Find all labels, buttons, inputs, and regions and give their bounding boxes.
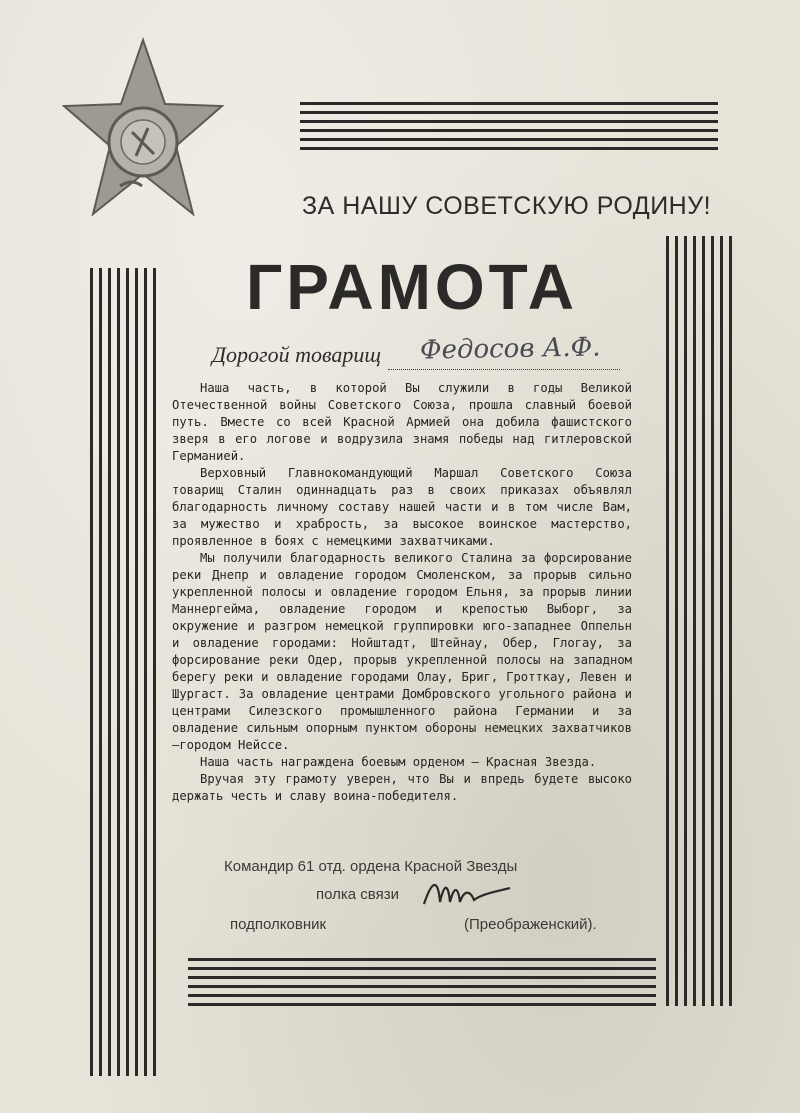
paragraph: Верховный Главнокомандующий Маршал Советского Союза товарищ Сталин одиннадцать раз в своих приказах объявлял благодарность личному составу нашей части и в том числе Вам, за мужество и храбрость, за высокое воинское мастерство, проявленное в боях с немецкими захватчиками.	[172, 466, 632, 548]
paragraph: Наша часть награждена боевым орденом — Красная Звезда.	[200, 755, 597, 769]
paragraph: Мы получили благодарность великого Сталина за форсирование реки Днепр и овладение городом Смоленском, за прорыв сильно укрепленной полосы и овладение городом Ельня, за прорыв линии Маннергейма, овладение городом и крепостью Выборг, за окружение и разгром немецкой группировки юго-западнее Оппельн и овладение городами: Нойштадт, Штейнау, Обер, Глогау, за форсирование реки Одер, прорыв укрепленной полосы на западном берегу реки и овладение городами Олау, Бриг, Гротткау, Левен и Шургаст. За овладение центрами Домбровского угольного района и центрами Силезского промышленного района Германии и за овладение сильным опорным пунктом обороны немецких захватчиков—городом Нейссе.	[172, 551, 632, 752]
signature-line-unit: полка связи	[316, 886, 399, 903]
motto: ЗА НАШУ СОВЕТСКУЮ РОДИНУ!	[302, 192, 712, 220]
red-star-order-icon	[62, 36, 224, 226]
signature-rank: подполковник	[230, 916, 327, 933]
salutation: Дорогой товарищ	[212, 342, 381, 367]
left-decorative-lines	[90, 268, 156, 1076]
paragraph: Наша часть, в которой Вы служили в годы Великой Отечественной войны Советского Союза, прошла славный боевой путь. Вместе со всей Красной Армией она добила фашистского зверя в его логове и водрузила знамя победы над гитлеровской Германией.	[172, 381, 632, 463]
recipient-name: Федосов А.Ф.	[419, 332, 601, 366]
signature-line-commander: Командир 61 отд. ордена Красной Звезды	[224, 858, 518, 875]
handwritten-signature	[418, 874, 514, 914]
top-decorative-lines	[300, 102, 718, 156]
certificate-body	[172, 380, 632, 805]
right-decorative-lines	[666, 236, 732, 1006]
certificate-title: ГРАМОТА	[246, 251, 578, 323]
signature-name: (Преображенский).	[464, 916, 597, 933]
recipient-underline	[388, 368, 620, 370]
paragraph: Вручая эту грамоту уверен, что Вы и впредь будете высоко держать честь и славу воина-победителя.	[172, 772, 632, 803]
bottom-decorative-lines	[188, 958, 656, 1012]
